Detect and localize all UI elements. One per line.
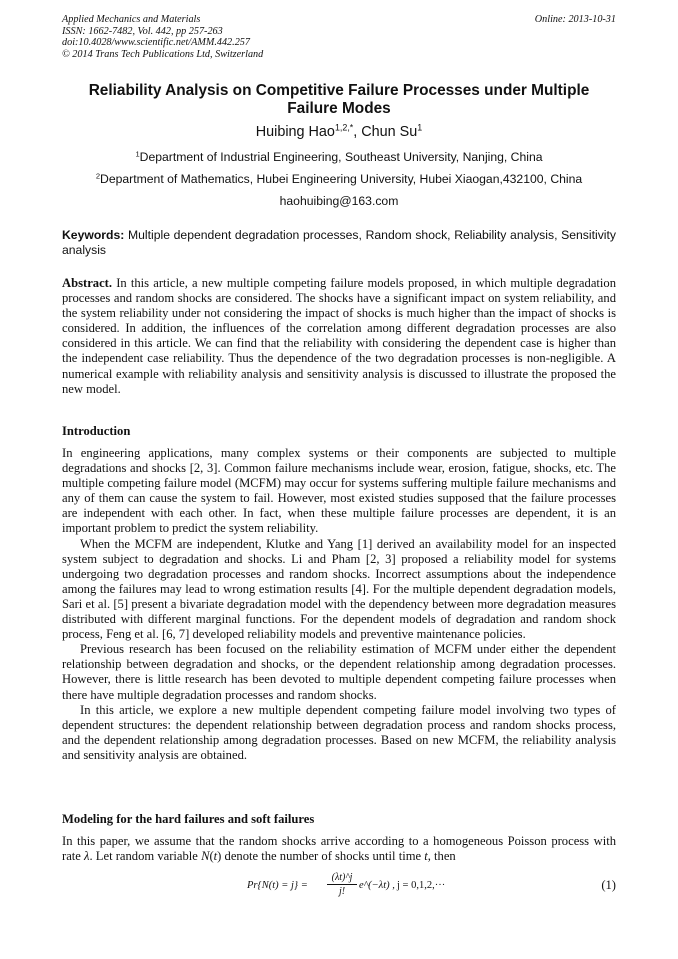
section-heading-modeling: Modeling for the hard failures and soft failures [62, 812, 315, 826]
equation-lhs: Pr{N(t) = j} = [247, 880, 308, 891]
keywords [62, 228, 616, 257]
copyright-line: © 2014 Trans Tech Publications Ltd, Switzerland [62, 48, 264, 60]
keywords-text: Multiple dependent degradation processes, Random shock, Reliability analysis, Sensitivity analysis [62, 228, 616, 257]
equation-range: j = 0,1,2,··· [397, 880, 446, 891]
author-separator: , [353, 124, 362, 140]
section-heading-introduction: Introduction [62, 424, 131, 438]
affiliation-sup: 2 [95, 171, 101, 181]
lambda-symbol: λ [84, 849, 90, 864]
affiliation-1 [62, 150, 616, 164]
modeling-paragraph: In this paper, we assume that the random shocks arrive according to a homogeneous Poisson process with rate λ. Let random variable N(t) denote the number of shocks until time t, then [62, 834, 616, 864]
affiliation-text: Department of Industrial Engineering, Southeast University, Nanjing, China [139, 150, 543, 164]
paragraph: When the MCFM are independent, Klutke and Yang [1] derived an availability model for an inspected system subject to degradation and shocks. Li and Pham [2, 3] proposed a reliability model for systems undergoing two degradation processes and random shocks. Incorrect assumptions about the independence among the failures may lead to wrong estimation results [4]. For the multiple dependent degradation models, Sari et al. [5] present a bivariate degradation model with the dependency between more degradation measures distributed with different marginal functions. For the dependent models of degradation and random shock process, Feng et al. [6, 7] developed reliability models and preventive maintenance policies. [62, 536, 616, 642]
fraction-denominator: j! [338, 886, 346, 897]
paragraph: In engineering applications, many complex systems or their components are subjected to multiple degradations and shocks [2, 3]. Common failure mechanisms include wear, erosion, fatigue, shocks, etc. The multiple competing failure model (MCFM) may occur for systems suffering multiple failure mechanisms and any of them can cause the system to fail. However, most existed studies supposed that the failure processes are independent with each other. In fact, when these multiple failure processes are dependent, it is an important problem to predict the system reliability. [62, 446, 616, 536]
text-run: , then [427, 849, 456, 864]
journal-header [62, 14, 616, 60]
text-run: In this paper, we assume that the random shocks arrive according to a homogeneous Poisson process with rate [62, 834, 616, 864]
equation-1 [62, 872, 616, 900]
variable-t: t [424, 849, 428, 864]
affiliation-sup: 1 [135, 149, 140, 159]
variable-t: t [213, 849, 218, 864]
text-run: denote the number of shocks until time [221, 849, 425, 864]
issn-line: ISSN: 1662-7482, Vol. 442, pp 257-263 [62, 25, 223, 37]
journal-name: Applied Mechanics and Materials [62, 14, 201, 25]
online-date: Online: 2013-10-31 [534, 14, 616, 25]
abstract-label: Abstract. [62, 276, 113, 290]
doi-line[interactable]: doi:10.4028/www.scientific.net/AMM.442.257 [62, 37, 250, 49]
keywords-label: Keywords: [62, 228, 125, 242]
author-affil-sup: 1 [417, 122, 423, 133]
paragraph: In this article, we explore a new multiple dependent competing failure model involving two types of dependent structures: the dependent relationship between degradation process and random shocks process, and the dependent relationship among degradation processes. Based on new MCFM, the reliability analysis and sensitivity analysis are obtained. [62, 702, 616, 762]
introduction-body [62, 446, 616, 763]
equation-exponential: e^(−λt) , [359, 880, 395, 891]
abstract [62, 276, 616, 397]
equation-number: (1) [601, 878, 616, 892]
author-email[interactable]: haohuibing@163.com [279, 194, 399, 208]
equation-fraction [327, 872, 357, 897]
author-line [62, 124, 616, 141]
variable-n: N [201, 849, 210, 864]
affiliation-2 [62, 172, 616, 186]
author-affil-sup: 1,2,* [334, 122, 354, 133]
paragraph: Previous research has been focused on the reliability estimation of MCFM under either the dependent relationship between degradation and shocks, or the dependent relationship among degradation processes. However, there is little research has been devoted to multiple dependent competing failure processes when there have multiple degradation processes and random shocks. [62, 642, 616, 702]
fraction-numerator: (λt)^j [327, 872, 357, 885]
affiliation-text: Department of Mathematics, Hubei Engineering University, Hubei Xiaogan,432100, China [100, 172, 583, 186]
paper-title: Reliability Analysis on Competitive Failure Processes under Multiple Failure Modes [88, 82, 590, 117]
author-name: Chun Su [361, 124, 418, 140]
abstract-text: In this article, a new multiple competing failure models proposed, in which multiple degradation processes and random shocks are considered. The shocks have a significant impact on system reliability, and the system reliability under not considering the impact of shocks is much higher than the impact of shocks is considered. In addition, the influences of the correlation among different degradation processes are also considered in this article. We can find that the reliability with considering the dependent case is higher than the independent case reliability. Thus the dependence of the two degradation processes is non-negligible. A numerical example with reliability analysis and sensitivity analysis is discussed to illustrate the proposed the new model. [62, 276, 617, 396]
text-run: . Let random variable [89, 849, 202, 864]
author-name: Huibing Hao [255, 124, 335, 140]
